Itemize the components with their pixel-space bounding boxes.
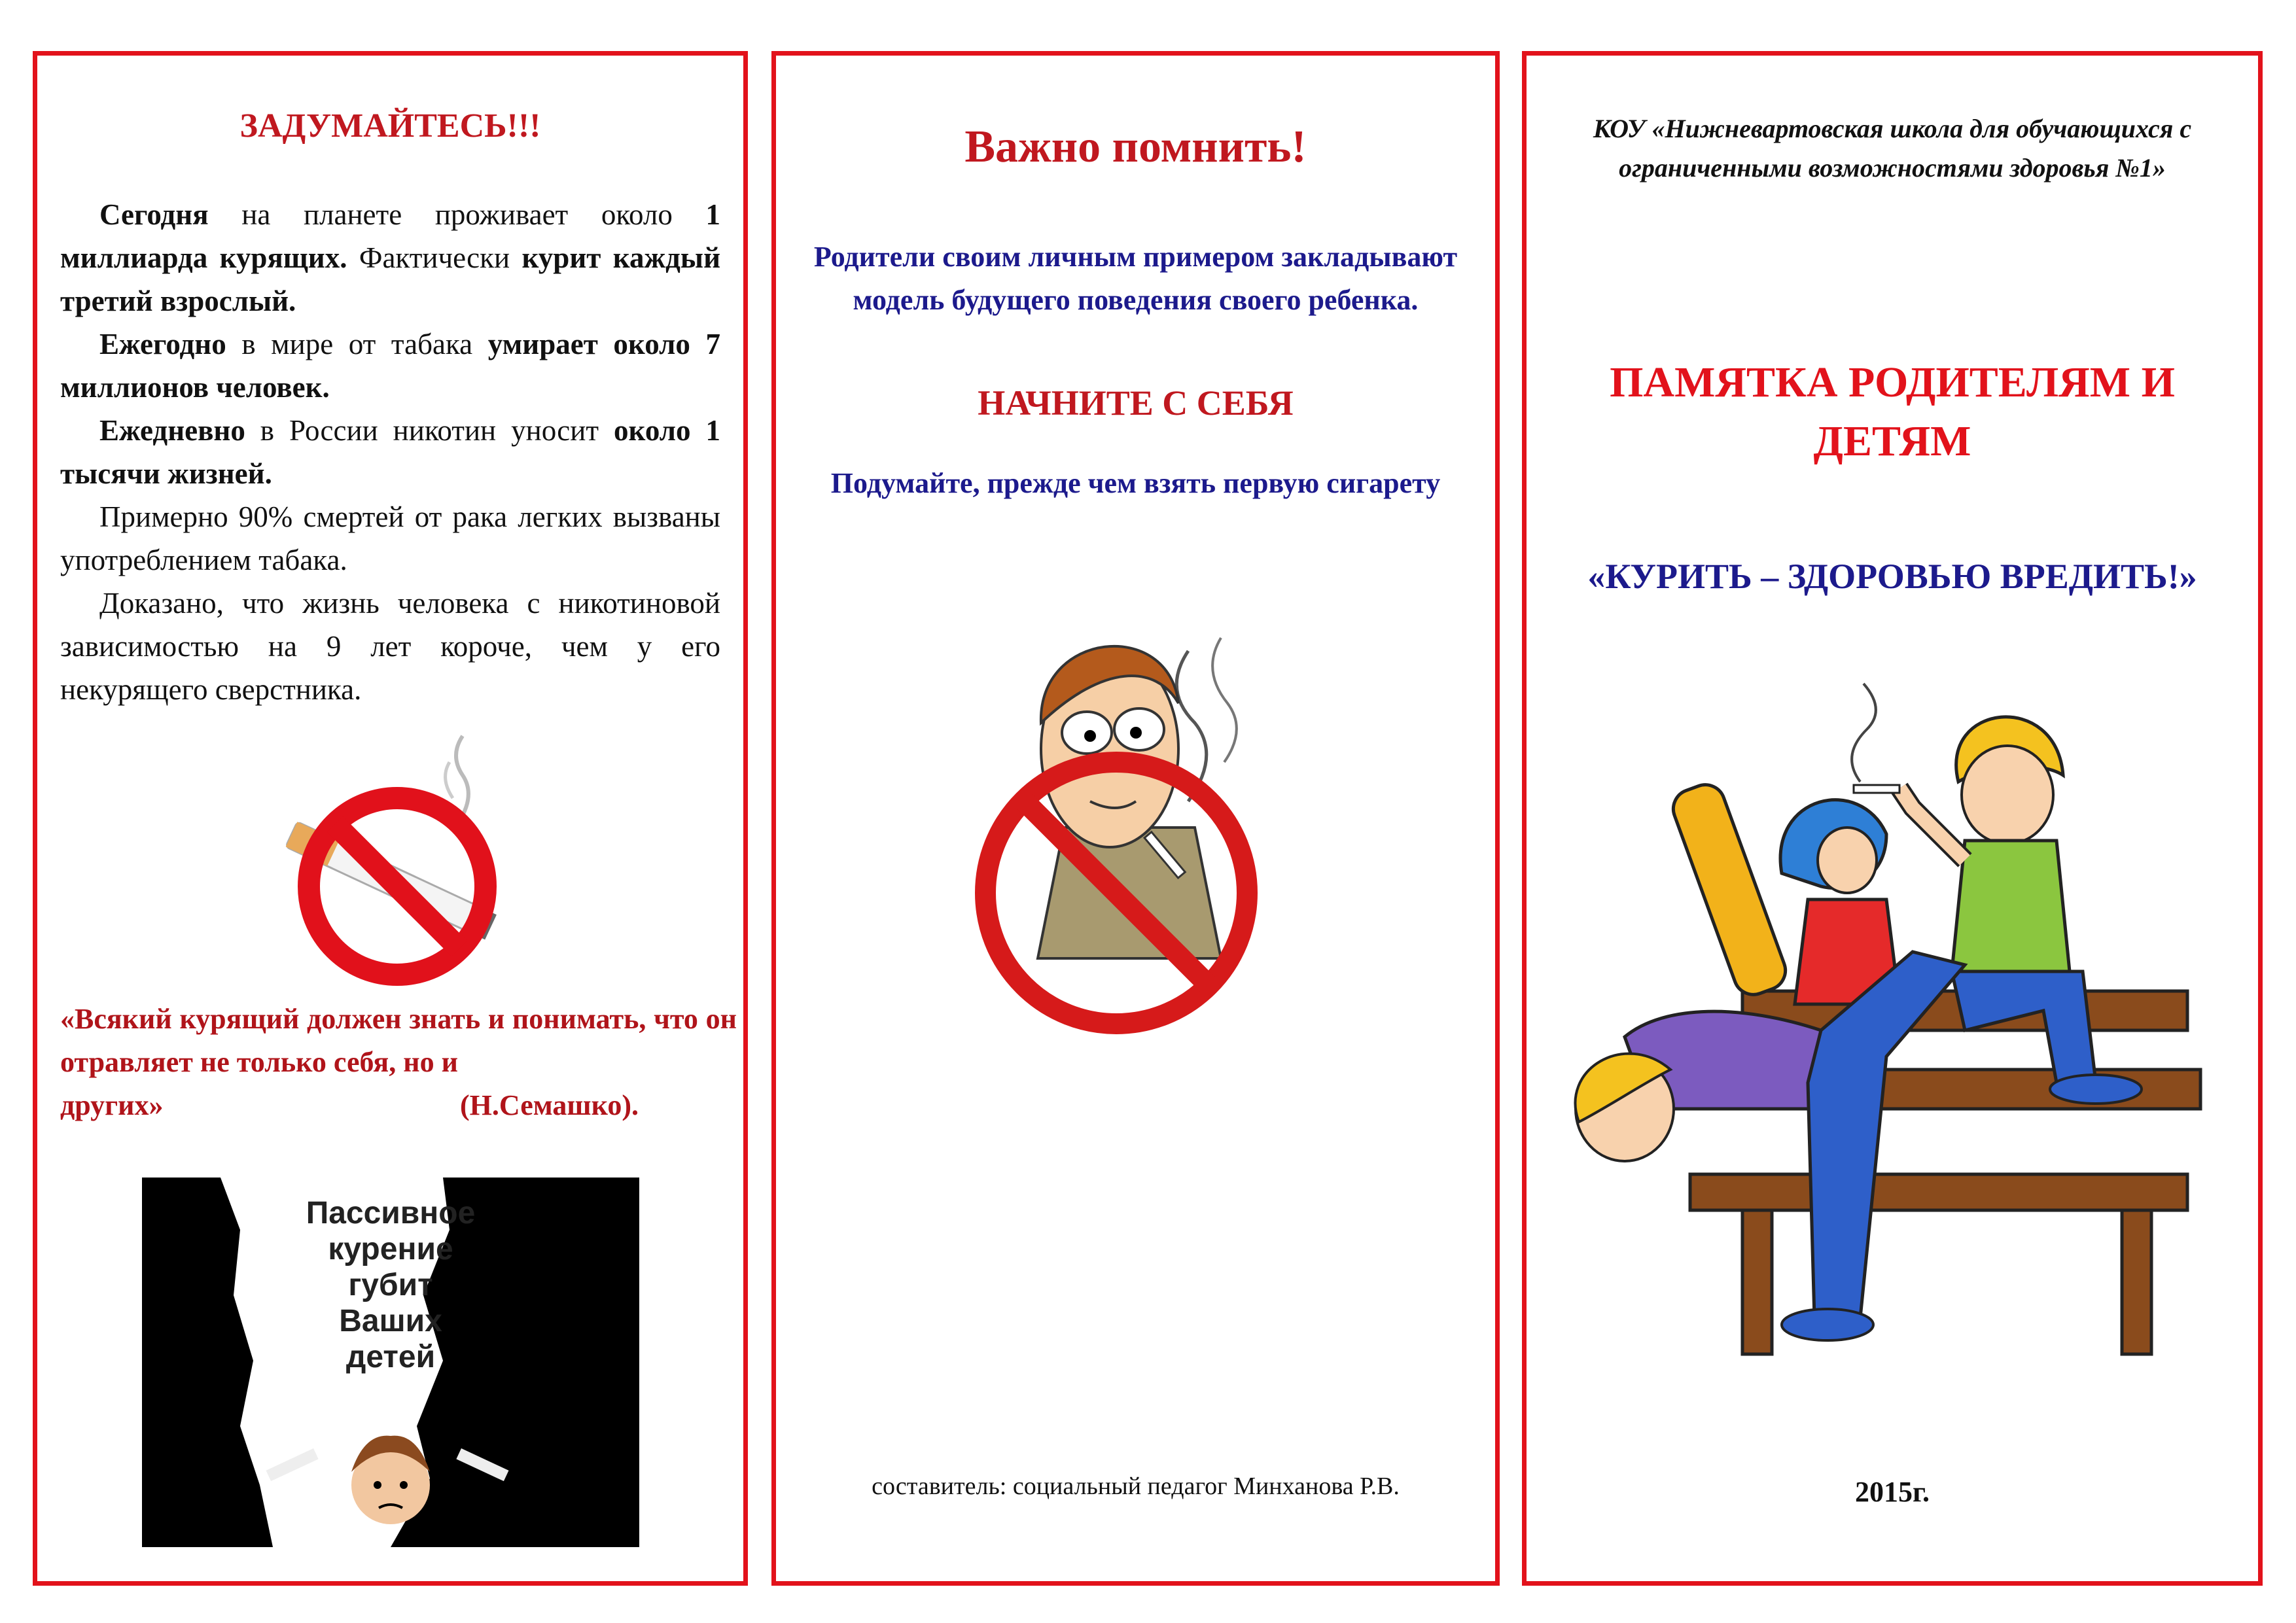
- fact-paragraph: Примерно 90% смертей от рака легких вызваны употреблением табака.: [60, 500, 720, 576]
- smoking-man-illustration: [972, 592, 1299, 1063]
- think-before-text: Подумайте, прежде чем взять первую сигарету: [830, 467, 1441, 499]
- facts-text: [60, 193, 720, 711]
- poster-line: детей: [345, 1340, 436, 1374]
- brochure-title: ПАМЯТКА РОДИТЕЛЯМ И ДЕТЯМ: [1610, 358, 2175, 465]
- school-name: КОУ «Нижневартовская школа для обучающихся с ограниченными возможностями здоровья №1»: [1593, 114, 2192, 183]
- passive-smoking-poster: [142, 1178, 639, 1547]
- kids-on-bench-illustration: [1546, 664, 2240, 1384]
- middle-panel: [771, 51, 1500, 1586]
- year: 2015г.: [1854, 1476, 1930, 1508]
- semashko-quote: «Всякий курящий должен знать и понимать, что он отравляет не только себя, но и других» (Н.Семашко).: [60, 1003, 737, 1121]
- left-panel: [33, 51, 748, 1586]
- poster-line: курение: [328, 1232, 453, 1266]
- fact-paragraph: Доказано, что жизнь человека с никотиновой зависимостью на 9 лет короче, чем у его некурящего сверстника.: [60, 587, 720, 706]
- right-panel: [1522, 51, 2263, 1586]
- left-title: ЗАДУМАЙТЕСЬ!!!: [239, 107, 541, 145]
- poster-line: Ваших: [339, 1304, 442, 1338]
- fact-paragraph: Сегодня на планете проживает около 1 миллиарда курящих. Фактически курит каждый третий взрослый.: [60, 198, 720, 317]
- middle-title: Важно помнить!: [964, 122, 1307, 172]
- poster-line: губит: [348, 1268, 433, 1302]
- poster-line: Пассивное: [306, 1196, 476, 1230]
- fact-paragraph: Ежегодно в мире от табака умирает около 7 миллионов человек.: [60, 328, 720, 404]
- no-smoking-icon: [253, 723, 541, 998]
- slogan: «КУРИТЬ – ЗДОРОВЬЮ ВРЕДИТЬ!»: [1587, 557, 2197, 596]
- start-with-yourself: НАЧНИТЕ С СЕБЯ: [978, 383, 1294, 423]
- fact-paragraph: Ежедневно в России никотин уносит около 1 тысячи жизней.: [60, 414, 720, 490]
- parents-example-text: Родители своим личным примером закладывают модель будущего поведения своего ребенка.: [813, 241, 1458, 316]
- author-credit: составитель: социальный педагог Минханова Р.В.: [872, 1473, 1400, 1500]
